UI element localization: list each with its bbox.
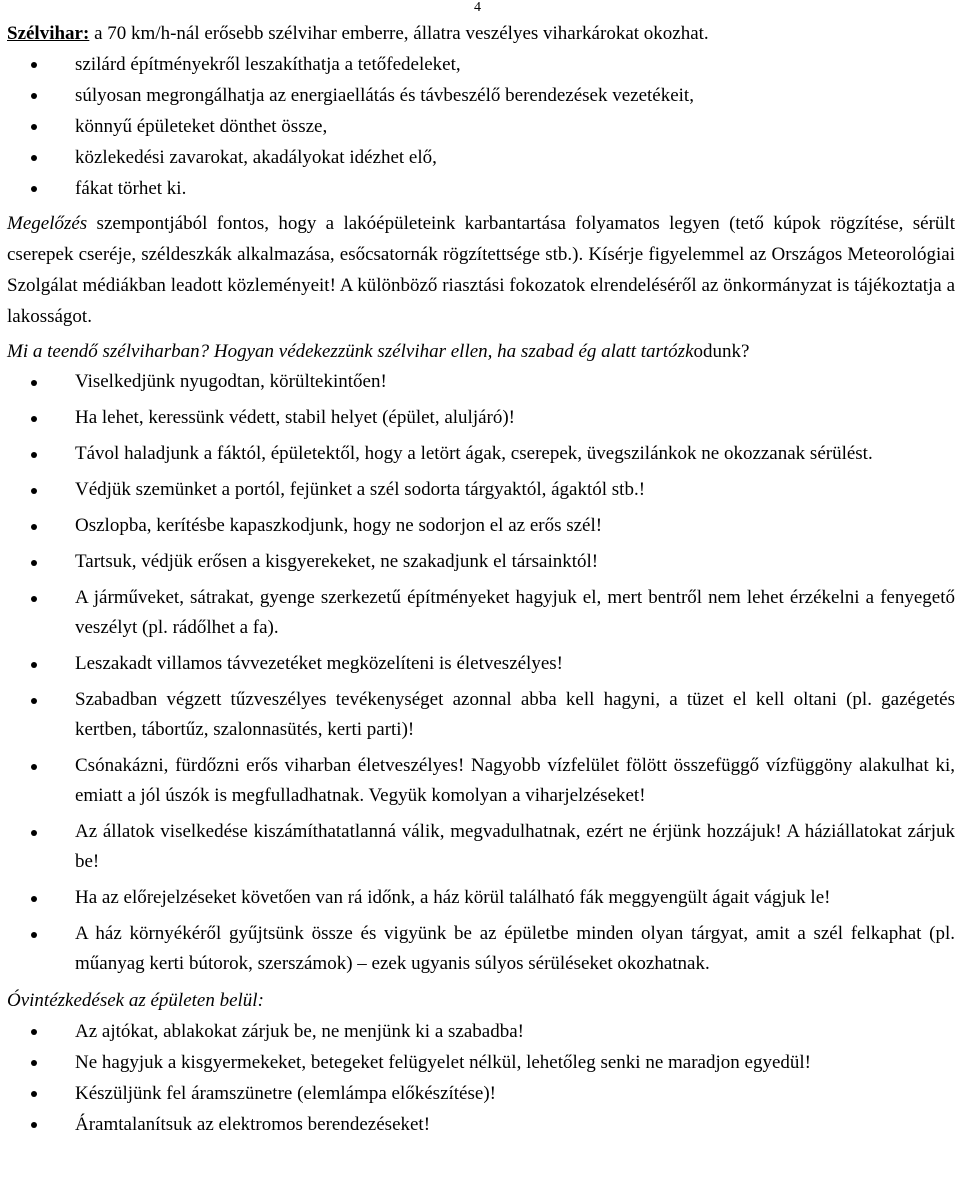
list-item — [7, 547, 955, 577]
bullet-icon — [31, 1060, 37, 1066]
intro-paragraph — [7, 18, 955, 49]
question-heading — [7, 336, 955, 367]
bullet-icon — [31, 830, 37, 836]
list-item-text: közlekedési zavarokat, akadályokat idézhet elő, — [75, 147, 437, 168]
bullet-icon — [31, 186, 37, 192]
list-item — [7, 649, 955, 679]
list-item-text: Ne hagyjuk a kisgyermekeket, betegeket felügyelet nélkül, lehetőleg senki ne maradjon egyedül! — [75, 1052, 811, 1073]
bullet-icon — [31, 416, 37, 422]
bullet-icon — [31, 896, 37, 902]
page-number: 4 — [474, 0, 481, 15]
page-content — [7, 18, 955, 1140]
list-item-text: súlyosan megrongálhatja az energiaellátás és távbeszélő berendezések vezetékeit, — [75, 85, 694, 106]
list-item — [7, 1078, 955, 1109]
list-item-text: szilárd építményekről leszakíthatja a tetőfedeleket, — [75, 54, 461, 75]
bullet-icon — [31, 764, 37, 770]
list-item-text: fákat törhet ki. — [75, 178, 187, 199]
list-item — [7, 583, 955, 643]
list-item — [7, 751, 955, 811]
list-item-text: Ha lehet, keressünk védett, stabil helyet (épület, aluljáró)! — [75, 407, 516, 428]
list-item-text: Az állatok viselkedése kiszámíthatatlanná válik, megvadulhatnak, ezért ne érjünk hozzájuk! A háziállatokat zárjuk be! — [75, 821, 955, 872]
list-item-text: Áramtalanítsuk az elektromos berendezéseket! — [75, 1114, 431, 1135]
bullet-icon — [31, 380, 37, 386]
bullet-icon — [31, 1122, 37, 1128]
bullet-icon — [31, 1029, 37, 1035]
bullet-icon — [31, 698, 37, 704]
indoor-heading: Óvintézkedések az épületen belül: — [7, 990, 264, 1011]
list-item — [7, 919, 955, 979]
bullet-icon — [31, 124, 37, 130]
actions-list — [7, 367, 955, 979]
prevention-term: Megelőzés — [7, 213, 88, 234]
list-item-text: könnyű épületeket dönthet össze, — [75, 116, 328, 137]
list-item — [7, 403, 955, 433]
bullet-icon — [31, 488, 37, 494]
bullet-icon — [31, 155, 37, 161]
list-item-text: Leszakadt villamos távvezetéket megközelíteni is életveszélyes! — [75, 653, 563, 674]
list-item — [7, 817, 955, 877]
bullet-icon — [31, 452, 37, 458]
list-item — [7, 883, 955, 913]
list-item — [7, 142, 955, 173]
list-item — [7, 367, 955, 397]
bullet-icon — [31, 93, 37, 99]
list-item — [7, 1109, 955, 1140]
list-item-text: Távol haladjunk a fáktól, épületektől, hogy a letört ágak, cserepek, üvegszilánkok ne okozzanak sérülést. — [75, 443, 873, 464]
list-item — [7, 439, 955, 469]
bullet-icon — [31, 1091, 37, 1097]
intro-term: Szélvihar: — [7, 23, 90, 44]
list-item-text: Szabadban végzett tűzveszélyes tevékenységet azonnal abba kell hagyni, a tüzet el kell oltani (pl. gazégetés kertben, tábortűz, szalonnasütés, kerti parti)! — [75, 689, 955, 740]
list-item — [7, 475, 955, 505]
list-item — [7, 80, 955, 111]
list-item — [7, 1016, 955, 1047]
prevention-paragraph — [7, 208, 955, 332]
bullet-icon — [31, 596, 37, 602]
list-item-text: A ház környékéről gyűjtsünk össze és vigyünk be az épületbe minden olyan tárgyat, amit a szél felkaphat (pl. műanyag kerti bútorok, szerszámok) – ezek ugyanis súlyos sérüléseket okozhatnak. — [75, 923, 955, 974]
intro-text: a 70 km/h-nál erősebb szélvihar emberre, állatra veszélyes viharkárokat okozhat. — [89, 23, 709, 44]
list-item-text: Az ajtókat, ablakokat zárjuk be, ne menjünk ki a szabadba! — [75, 1021, 524, 1042]
list-item — [7, 1047, 955, 1078]
prevention-text: szempontjából fontos, hogy a lakóépületeink karbantartása folyamatos legyen (tető kúpok rögzítése, sérült cserepek cseréje, széldeszkák alkalmazása, esőcsatornák rögzítettsége stb.). Kísérje figyelemmel az Országos Meteorológiai Szolgálat médiákban leadott közleményeit! A különböző riasztási fokozatok elrendeléséről az önkormányzat is tájékoztatja a lakosságot. — [7, 213, 955, 327]
question-italic: Mi a teendő szélviharban? Hogyan védekezzünk szélvihar ellen, ha szabad ég alatt tartózk — [7, 341, 694, 362]
list-item — [7, 685, 955, 745]
list-item-text: A járműveket, sátrakat, gyenge szerkezetű építményeket hagyjuk el, mert bentről nem lehet érzékelni a fenyegető veszélyt (pl. rádőlhet a fa). — [75, 587, 955, 638]
bullet-icon — [31, 524, 37, 530]
question-normal: odunk? — [693, 341, 750, 362]
bullet-icon — [31, 560, 37, 566]
list-item-text: Oszlopba, kerítésbe kapaszkodjunk, hogy ne sodorjon el az erős szél! — [75, 515, 603, 536]
indoor-actions-list — [7, 1016, 955, 1140]
list-item — [7, 173, 955, 204]
list-item-text: Tartsuk, védjük erősen a kisgyerekeket, ne szakadjunk el társainktól! — [75, 551, 599, 572]
list-item-text: Csónakázni, fürdőzni erős viharban életveszélyes! Nagyobb vízfelület fölött összefüggő vízfüggöny alakulhat ki, emiatt a jól úszók is megfulladhatnak. Vegyük komolyan a viharjelzéseket! — [75, 755, 955, 806]
list-item-text: Készüljünk fel áramszünetre (elemlámpa előkészítése)! — [75, 1083, 496, 1104]
list-item — [7, 111, 955, 142]
list-item-text: Védjük szemünket a portól, fejünket a szél sodorta tárgyaktól, ágaktól stb.! — [75, 479, 646, 500]
list-item — [7, 49, 955, 80]
list-item-text: Ha az előrejelzéseket követően van rá időnk, a ház körül található fák meggyengült ágait vágjuk le! — [75, 887, 831, 908]
list-item-text: Viselkedjünk nyugodtan, körültekintően! — [75, 371, 387, 392]
list-item — [7, 511, 955, 541]
bullet-icon — [31, 662, 37, 668]
effects-list — [7, 49, 955, 204]
bullet-icon — [31, 932, 37, 938]
bullet-icon — [31, 62, 37, 68]
